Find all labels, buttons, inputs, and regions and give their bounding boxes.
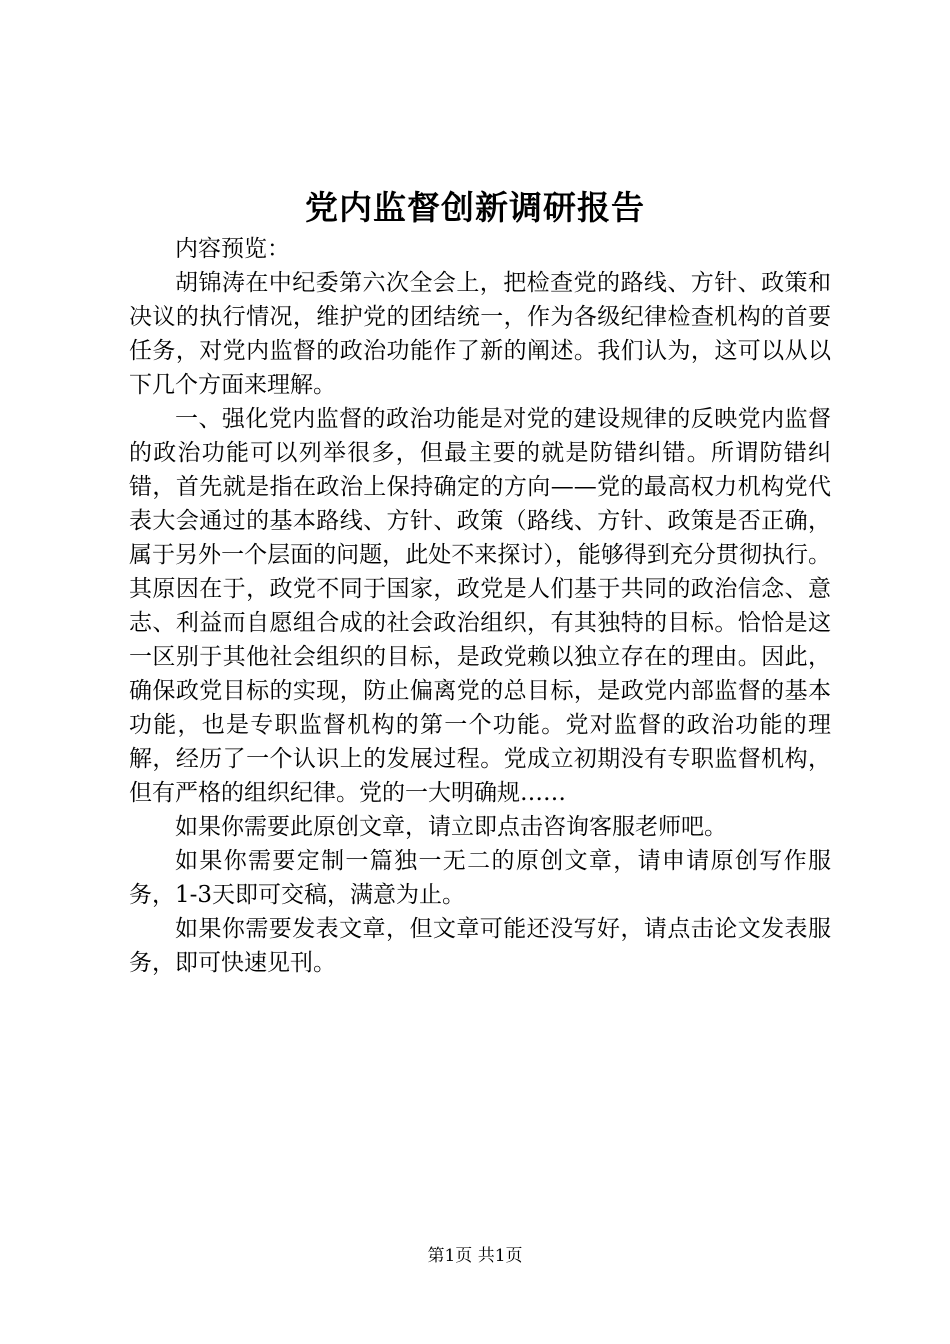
document-body (129, 232, 831, 980)
paragraph-section-one: 一、强化党内监督的政治功能是对党的建设规律的反映党内监督的政治功能可以列举很多，但最主要的就是防错纠错。所谓防错纠错，首先就是指在政治上保持确定的方向——党的最高权力机构党代表大会通过的基本路线、方针、政策（路线、方针、政策是否正确，属于另外一个层面的问题，此处不来探讨），能够得到充分贯彻执行。其原因在于，政党不同于国家，政党是人们基于共同的政治信念、意志、利益而自愿组合成的社会政治组织，有其独特的目标。恰恰是这一区别于其他社会组织的目标，是政党赖以独立存在的理由。因此，确保政党目标的实现，防止偏离党的总目标，是政党内部监督的基本功能，也是专职监督机构的第一个功能。党对监督的政治功能的理解，经历了一个认识上的发展过程。党成立初期没有专职监督机构，但有严格的组织纪律。党的一大明确规…… (129, 406, 831, 806)
document-title: 党内监督创新调研报告 (305, 188, 645, 227)
page-number: 第1页 共1页 (427, 1246, 523, 1266)
preview-label: 内容预览： (175, 236, 290, 262)
paragraph-publish-service: 如果你需要发表文章，但文章可能还没写好，请点击论文发表服务，即可快速见刊。 (129, 916, 831, 976)
paragraph-custom-service: 如果你需要定制一篇独一无二的原创文章，请申请原创写作服务，1-3天即可交稿，满意为止。 (129, 848, 831, 908)
paragraph-intro: 胡锦涛在中纪委第六次全会上，把检查党的路线、方针、政策和决议的执行情况，维护党的团结统一，作为各级纪律检查机构的首要任务，对党内监督的政治功能作了新的阐述。我们认为，这可以从以下几个方面来理解。 (129, 270, 831, 398)
paragraph-contact: 如果你需要此原创文章，请立即点击咨询客服老师吧。 (175, 814, 727, 840)
